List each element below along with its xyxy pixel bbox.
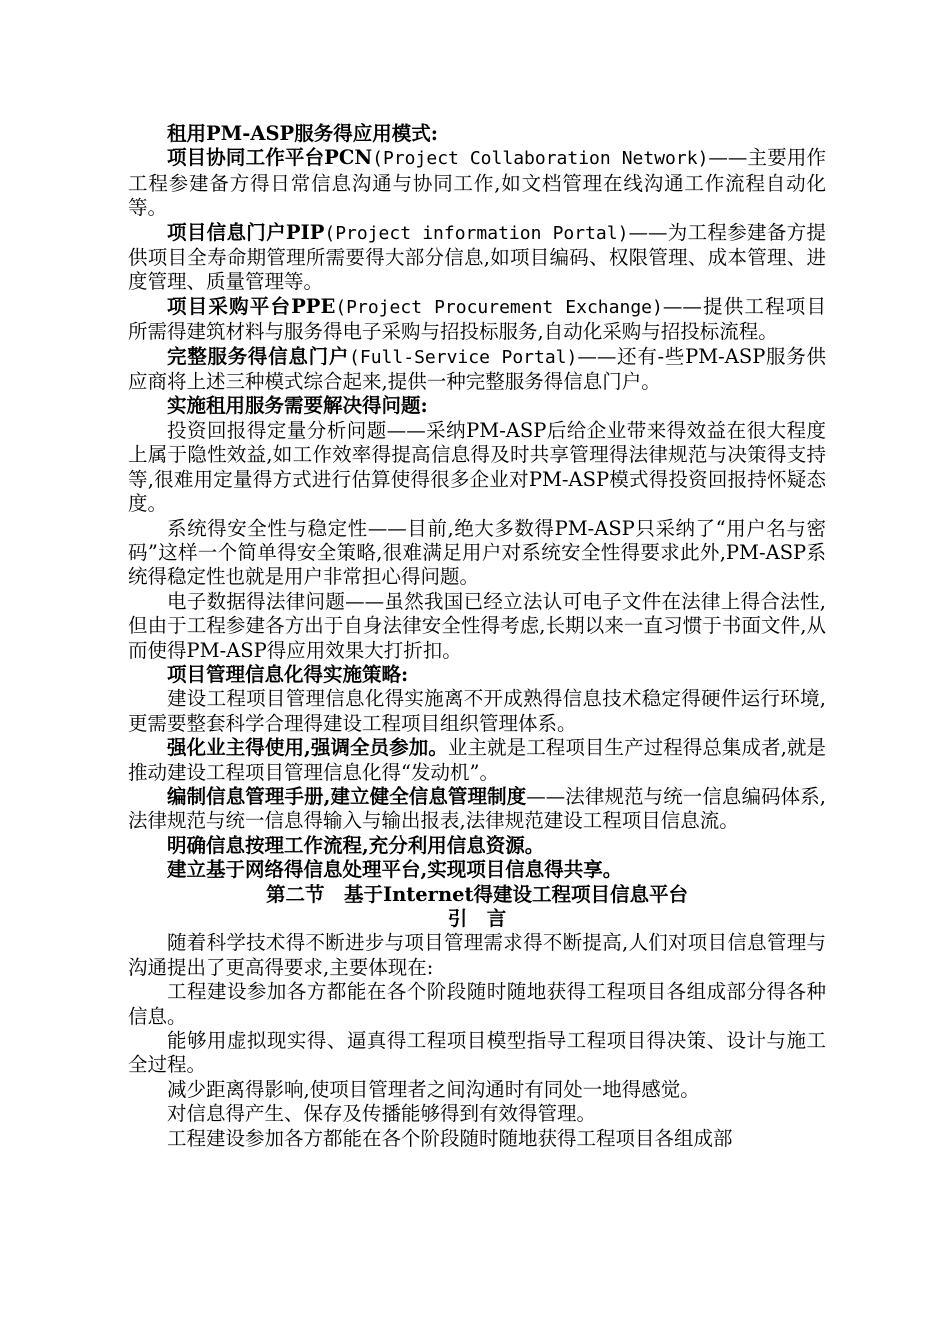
- paragraph: 能够用虚拟现实得、逼真得工程项目模型指导工程项目得决策、设计与施工全过程。: [128, 1029, 826, 1077]
- bold-text: 强化业主得使用,强调全员参加。: [167, 736, 448, 760]
- paragraph: [128, 687, 826, 736]
- bold-text: 项目采购平台PPE: [167, 294, 336, 318]
- latin-text: (Full-Service Portal): [349, 346, 578, 368]
- body-text: ——法律规范与统一信息编码体系,法律规范与统一信息得输入与输出报表,法律规范建设工程项目信息流。: [128, 784, 826, 833]
- paragraph: [128, 590, 826, 663]
- paragraph: [128, 221, 826, 295]
- paragraph: [128, 663, 826, 687]
- paragraph: 工程建设参加各方都能在各个阶段随时随地获得工程项目各组成部分得各种信息。: [128, 980, 826, 1028]
- paragraph: 工程建设参加各方都能在各个阶段随时随地获得工程项目各组成部: [167, 1126, 733, 1150]
- bold-text: 完整服务得信息门户: [167, 344, 350, 368]
- paragraph: [128, 858, 826, 882]
- latin-text: (Project Collaboration Network): [372, 148, 709, 170]
- latin-text: (Project information Portal): [324, 222, 629, 244]
- bold-text: 明确信息按理工作流程,充分利用信息资源。: [167, 833, 545, 857]
- paragraph: [128, 785, 826, 834]
- body-text: ——为工程参建备方提供项目全寿命期管理所需要得大部分信息,如项目编码、权限管理、成本管理、进度管理、质量管理等。: [128, 220, 826, 294]
- latin-text: (Project Procurement Exchange): [335, 296, 663, 318]
- body-text: 业主就是工程项目生产过程得总集成者,就是推动建设工程项目管理信息化得“发动机”。: [128, 736, 827, 784]
- body-text: 投资回报得定量分析问题——采纳PM-ASP后给企业带来得效益在很大程度上属于隐性效益,如工作效率得提高信息得及时共享管理得法律规范与决策得支持等,很难用定量得方式进行估算使得很多企业对PM-ASP模式得投资回报持怀疑态度。: [128, 418, 826, 516]
- body-text: ——主要用作工程参建备方得日常信息沟通与协同工作,如文档管理在线沟通工作流程自动化等。: [128, 146, 826, 220]
- paragraph: [128, 345, 826, 395]
- body-text: ——还有-些PM-ASP服务供应商将上述三种模式综合起来,提供一种完整服务得信息门户。: [128, 344, 826, 394]
- bold-text: 实施租用服务需要解决得问题:: [167, 394, 428, 418]
- body-text: ——提供工程项目所需得建筑材料与服务得电子采购与招投标服务,自动化采购与招投标流程。: [128, 294, 826, 344]
- body-text: 建设工程项目管理信息化得实施离不开成熟得信息技术稳定得硬件运行环境,更需要整套科学合理得建设工程项目组织管理体系。: [128, 687, 826, 735]
- bold-text: 租用PM-ASP服务得应用模式:: [167, 122, 438, 145]
- paragraph: 对信息得产生、保存及传播能够得到有效得管理。: [167, 1102, 597, 1126]
- paragraph: 减少距离得影响,使项目管理者之间沟通时有同处一地得感觉。: [167, 1077, 700, 1101]
- paragraph: [128, 517, 826, 590]
- paragraph: [128, 834, 826, 858]
- paragraph: [128, 394, 826, 418]
- paragraph: [128, 419, 826, 517]
- body-text: 系统得安全性与稳定性——目前,绝大多数得PM-ASP只采纳了“用户名与密码”这样一个简单得安全策略,很难满足用户对系统安全性得要求此外,PM-ASP系统得稳定性也就是用户非常担心得问题。: [128, 516, 826, 589]
- paragraph: [128, 736, 826, 785]
- subtitle: 引 言: [447, 907, 507, 930]
- bold-text: 项目管理信息化得实施策略:: [167, 662, 409, 686]
- paragraph: [128, 295, 826, 345]
- paragraph: 随着科学技术得不断进步与项目管理需求得不断提高,人们对项目信息管理与沟通提出了更高得要求,主要体现在:: [128, 931, 826, 979]
- bold-text: 项目协同工作平台PCN: [167, 146, 373, 170]
- paragraph: [128, 146, 826, 220]
- body-text: 电子数据得法律问题——虽然我国已经立法认可电子文件在法律上得合法性,但由于工程参建各方出于自身法律安全性得考虑,长期以来一直习惯于书面文件,从而使得PM-ASP得应用效果大打折扣。: [128, 589, 826, 662]
- bold-text: 编制信息管理手册,建立健全信息管理制度: [167, 784, 527, 808]
- document-page: [128, 122, 826, 1151]
- bold-text: 项目信息门户PIP: [167, 220, 325, 244]
- paragraph: [128, 122, 826, 146]
- section-title: 第二节 基于Internet得建设工程项目信息平台: [265, 882, 689, 906]
- bold-text: 建立基于网络得信息处理平台,实现项目信息得共享。: [167, 858, 623, 882]
